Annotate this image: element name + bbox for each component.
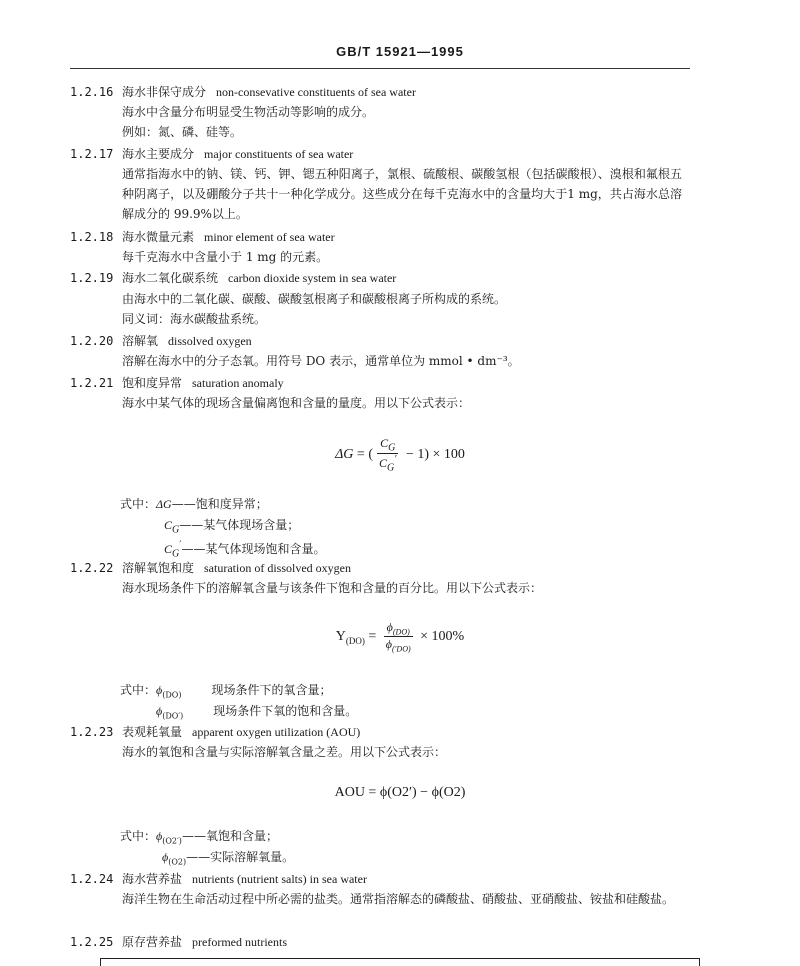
formula-where-label: 式中：: [120, 683, 157, 697]
where-item: $C_G——$某气体现场含量；: [164, 518, 300, 536]
entry-body: 由海水中的二氧化碳、碳酸、碳酸氢根离子和碳酸根离子所构成的系统。 同义词：海水碳酸盐系统。: [122, 292, 507, 326]
where-item: ΔG——饱和度异常；: [156, 497, 268, 511]
formula-where-label: 式中：: [120, 829, 157, 843]
where-item: $\phi_{(DO)}$ 现场条件下的氧含量；: [156, 683, 332, 700]
entry-body: 海水中某气体的现场含量偏离饱和含量的量度。用以下公式表示：: [122, 396, 471, 410]
entry-body: 海水的氧饱和含量与实际溶解氧含量之差。用以下公式表示：: [122, 745, 447, 759]
where-item: $\phi_{(O2)}——$实际溶解氧量。: [162, 850, 295, 867]
where-item: $C_G'——$某气体现场饱和含量。: [164, 540, 326, 560]
entry-body: 溶解在海水中的分子态氧。用符号 DO 表示，通常单位为 mmol • dm⁻³。: [122, 354, 520, 368]
formula-do-saturation: $Y_{(DO)}$ = $\frac{\phi_{(DO)}}{\phi_{('DO)}}$ × 100%: [335, 620, 465, 654]
standard-code-header: GB/T 15921—1995: [336, 44, 464, 59]
formula-saturation-anomaly: ΔG = ( $\frac{C_G}{C_G'}$ − 1) × 100: [335, 436, 465, 474]
where-item: $\phi_{(O2')}——$氧饱和含量；: [156, 829, 278, 846]
entry-body: 海水中含量分布明显受生物活动等影响的成分。 例如：氮、磷、硅等。: [122, 105, 375, 139]
entry-body: 通常指海水中的钠、镁、钙、钾、锶五种阳离子，氯根、硫酸根、碳酸氢根（包括碳酸根）、溴根和氟根五种阴离子，以及硼酸分子共十一种化学成分。这些成分在每千克海水中的含量均大于1 mg，共占海水总溶解成分的 99.9%以上。: [122, 167, 682, 221]
entry-number: 1.2.16: [70, 85, 114, 99]
header-rule: [70, 68, 690, 69]
bottom-box-right-edge: [699, 958, 700, 966]
bottom-box-left-edge: [100, 958, 101, 966]
where-item: $\phi_{(DO')}$ 现场条件下氧的饱和含量。: [156, 704, 358, 721]
entry-body: 每千克海水中含量小于 1 mg 的元素。: [122, 250, 329, 264]
bottom-box-top-rule: [100, 958, 700, 959]
document-page: GB/T 15921—1995 1.2.16 海水非保守成分 non-consevative constituents of sea water 海水中含量分布明显受生物活动等影响的成分。 例如：氮、磷、硅等。 1.2.17 海水主要成分 major constituents of sea water 通常指海水中的钠、镁、钙、钾、锶五种阳离子，氯根、硫酸根、碳酸氢根（包括碳酸根）、溴根和氟根五种阴离子，以及硼酸分子共十一种化学成分。这些成分在每千克海水中的含量均大于1 mg，共占海水总溶解成分的 99.9%以上。 1.2.18 海水微量元素 minor element of sea water 每千克海水中含量小于 1 mg 的元素。 1.2.19 海水二氧化碳系统 carbon dioxide system in sea water 由海水中的二氧化碳、碳酸、碳酸氢根离子和碳酸根离子所构成的系统。 同义词：海水碳酸盐系统。 1.2.20 溶解氧 dissolved oxygen 溶解在海水中的分子态氧。用符号 DO 表示，通常单位为 mmol • dm⁻³。 1.2.21 饱和度异常 saturation anomaly 海水中某气体的现场含量偏离饱和含量的量度。用以下公式表示： ΔG = ( $\frac{C_G}{C_G'}$ − 1) × 100 式中： ΔG——饱和度异常； $C_G——$某气体现场含量； $C_G'——$某气体现场饱和含量。 1.2.22 溶解氧饱和度 saturation of dissolved oxygen 海水现场条件下的溶解氧含量与该条件下饱和含量的百分比。用以下公式表示： $Y_{(DO)}$ = $\frac{\phi_{(DO)}}{\phi_{('DO)}}$ × 100% 式中： $\phi_{(DO)}$ 现场条件下的氧含量； $\phi_{(DO')}$ 现场条件下氧的饱和含量。 1.2.23 表观耗氧量 apparent oxygen utilization (AOU) 海水的氧饱和含量与实际溶解氧含量之差。用以下公式表示： AOU = ϕ(O2′) − ϕ(O2) 式中： $\phi_{(O2')}——$氧饱和含量； $\phi_{(O2)}——$实际溶解氧量。 1.2.24 海水营养盐 nutrients (nutrient salts) in sea water 海洋生物在生命活动过程中所必需的盐类。通常指溶解态的磷酸盐、硝酸盐、亚硝酸盐、铵盐和硅酸盐。 1.2.25 原存营养盐 preformed nutrients: [0, 0, 800, 966]
entry-body: 海洋生物在生命活动过程中所必需的盐类。通常指溶解态的磷酸盐、硝酸盐、亚硝酸盐、铵盐和硅酸盐。: [122, 892, 675, 906]
entry-body: 海水现场条件下的溶解氧含量与该条件下饱和含量的百分比。用以下公式表示：: [122, 581, 543, 595]
entry-term: 海水非保守成分 non-consevative constituents of sea water: [122, 85, 416, 99]
formula-where-label: 式中：: [120, 497, 157, 511]
formula-aou: AOU = ϕ(O2′) − ϕ(O2): [334, 785, 466, 800]
